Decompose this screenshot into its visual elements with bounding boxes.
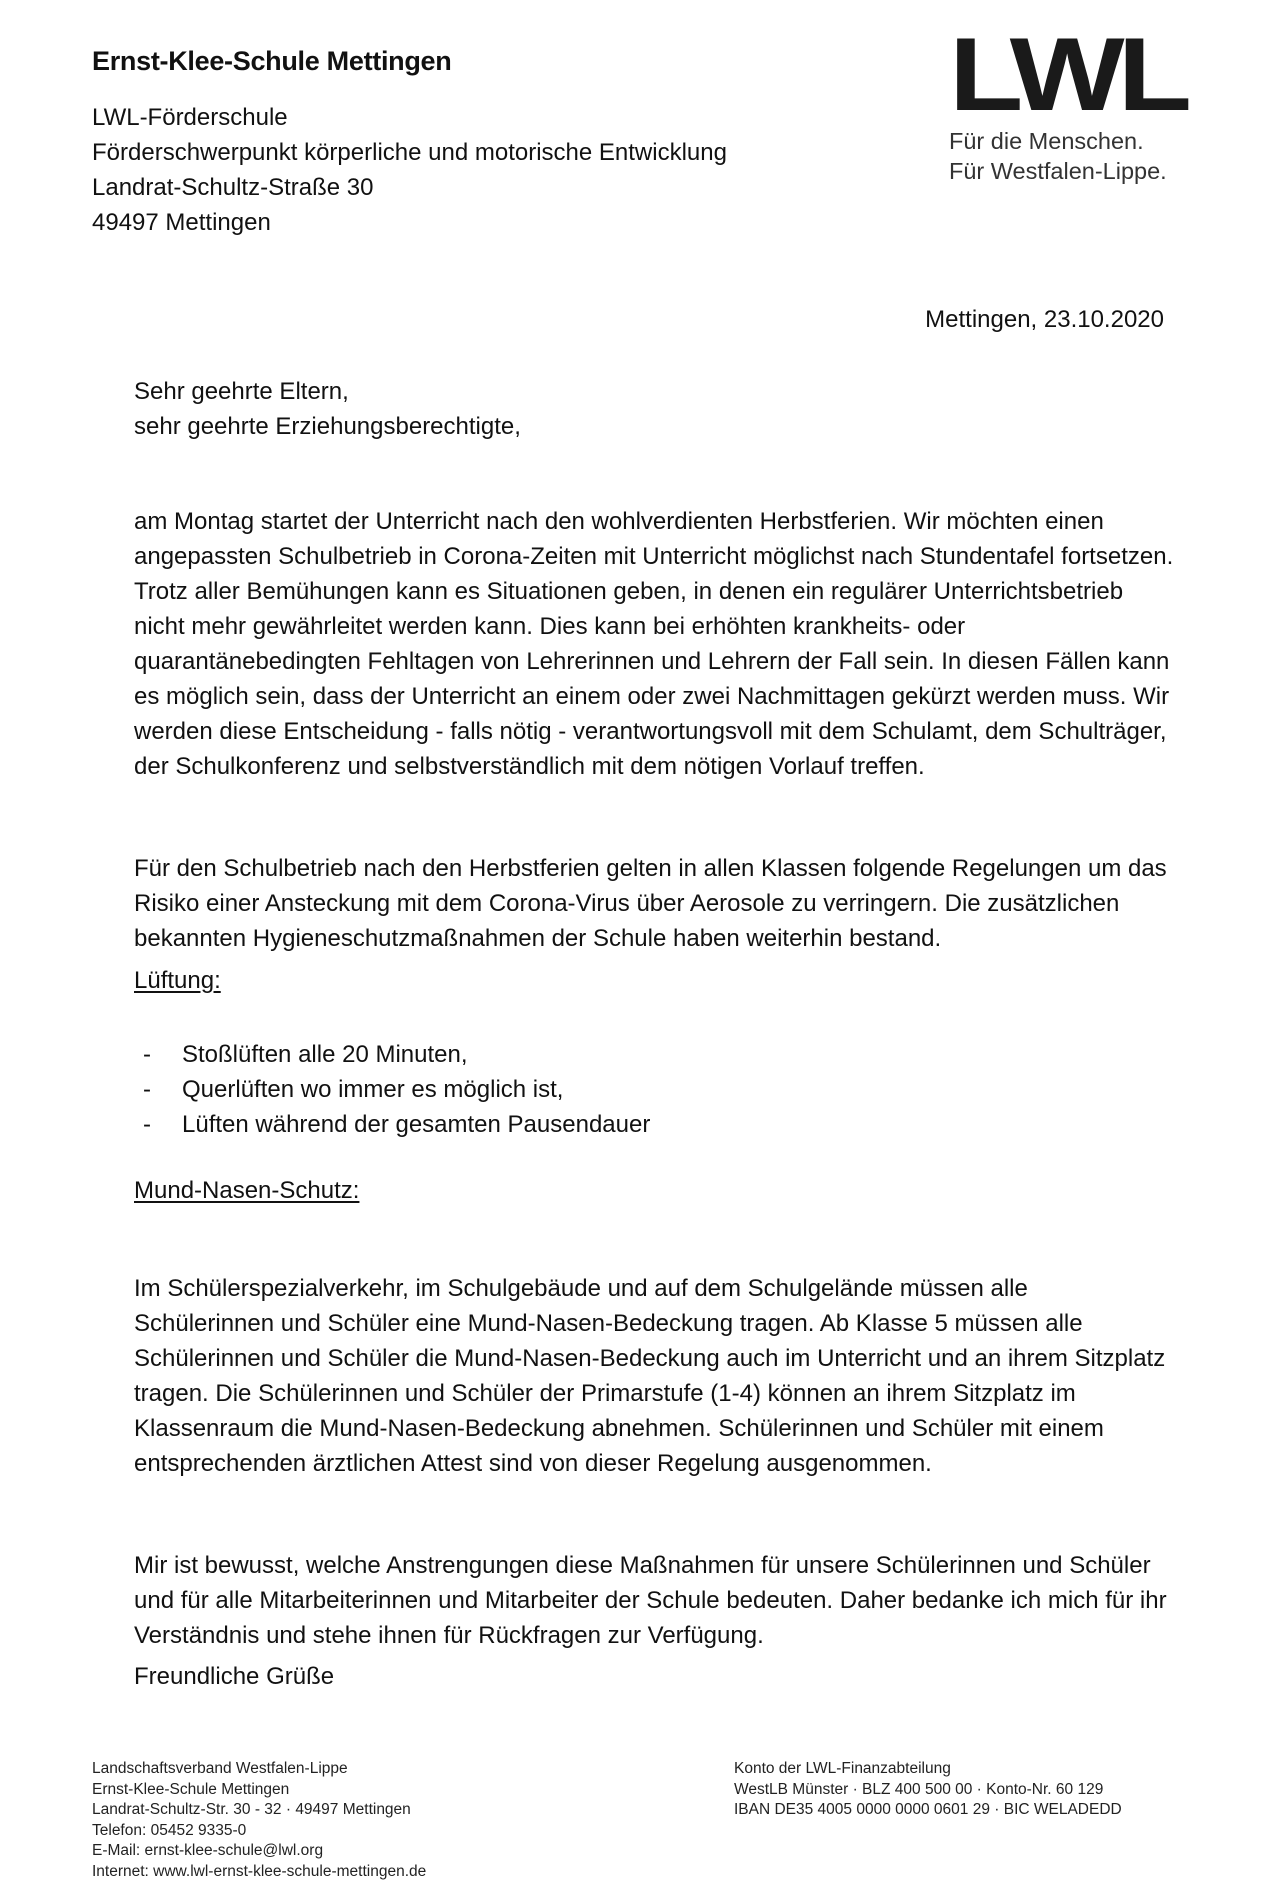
letter-date: Mettingen, 23.10.2020 bbox=[925, 306, 1164, 333]
section-heading-mund-nasen-schutz: Mund-Nasen-Schutz: bbox=[134, 1177, 360, 1204]
section-heading-lueftung: Lüftung: bbox=[134, 967, 221, 994]
footer-line: Internet: www.lwl-ernst-klee-schule-mettingen.de bbox=[92, 1862, 427, 1880]
logo-text: LWL bbox=[949, 32, 1189, 114]
footer-line: Telefon: 05452 9335-0 bbox=[92, 1821, 247, 1839]
footer-line: Landschaftsverband Westfalen-Lippe bbox=[92, 1760, 348, 1777]
list-item-text: Stoßlüften alle 20 Minuten, bbox=[182, 1041, 468, 1068]
body-paragraph-thanks: Mir ist bewusst, welche Anstrengungen diese Maßnahmen für unsere Schülerinnen und Schüler und für alle Mitarbeiterinnen und Mitarbeiter der Schule bedeuten. Daher bedanke ich mich für ihr Verständnis und stehe ihnen für Rückfragen zur Verfügung. bbox=[134, 1552, 1167, 1649]
bullet-dash: - bbox=[143, 1041, 151, 1068]
sender-line: Landrat-Schultz-Straße 30 bbox=[92, 174, 374, 201]
lwl-logo bbox=[949, 32, 1189, 114]
footer-line: E-Mail: ernst-klee-schule@lwl.org bbox=[92, 1842, 324, 1859]
logo-tagline bbox=[949, 126, 1167, 186]
sender-line: Förderschwerpunkt körperliche und motorische Entwicklung bbox=[92, 139, 727, 166]
salutation bbox=[134, 374, 1174, 444]
lueftung-list bbox=[134, 1037, 650, 1142]
footer-line: IBAN DE35 4005 0000 0000 0601 29 · BIC WELADEDD bbox=[734, 1801, 1122, 1818]
body-paragraph-rules: Für den Schulbetrieb nach den Herbstferien gelten in allen Klassen folgende Regelungen um das Risiko einer Ansteckung mit dem Corona-Virus über Aerosole zu verringern. Die zusätzlichen bekannten Hygieneschutzmaßnahmen der Schule haben weiterhin bestand. bbox=[134, 855, 1167, 952]
footer-address bbox=[92, 1759, 426, 1882]
sender-line: 49497 Mettingen bbox=[92, 209, 271, 236]
salutation-line-1: Sehr geehrte Eltern, bbox=[134, 378, 349, 405]
bullet-dash: - bbox=[143, 1076, 151, 1103]
footer-line: Konto der LWL-Finanzabteilung bbox=[734, 1760, 951, 1777]
tagline-line-2: Für Westfalen-Lippe. bbox=[949, 158, 1167, 184]
footer-line: Ernst-Klee-Schule Mettingen bbox=[92, 1780, 290, 1798]
body-paragraph-intro: am Montag startet der Unterricht nach den wohlverdienten Herbstferien. Wir möchten einen angepassten Schulbetrieb in Corona-Zeiten mit Unterricht möglichst nach Stundentafel fortsetzen. Trotz aller Bemühungen kann es Situationen geben, in denen ein regulärer Unterrichtsbetrieb nicht mehr gewährleitet werden kann. Dies kann bei erhöhten krankheits- oder quarantänebedingten Fehltagen von Lehrerinnen und Lehrern der Fall sein. In diesen Fällen kann es möglich sein, dass der Unterricht an einem oder zwei Nachmittagen gekürzt werden muss. Wir werden diese Entscheidung - falls nötig - verantwortungsvoll mit dem Schulamt, dem Schulträger, der Schulkonferenz und selbstverständlich mit dem nötigen Vorlauf treffen. bbox=[134, 508, 1174, 780]
sender-address bbox=[92, 100, 727, 240]
footer-line: WestLB Münster · BLZ 400 500 00 · Konto-Nr. 60 129 bbox=[734, 1780, 1104, 1798]
bullet-dash: - bbox=[143, 1111, 151, 1138]
tagline-line-1: Für die Menschen. bbox=[949, 128, 1144, 154]
list-item bbox=[134, 1107, 650, 1142]
salutation-line-2: sehr geehrte Erziehungsberechtigte, bbox=[134, 413, 521, 440]
closing: Freundliche Grüße bbox=[134, 1663, 335, 1690]
list-item-text: Lüften während der gesamten Pausendauer bbox=[182, 1111, 651, 1138]
lwl-logo-mark bbox=[949, 32, 1189, 114]
list-item bbox=[134, 1072, 650, 1107]
list-item-text: Querlüften wo immer es möglich ist, bbox=[182, 1076, 564, 1103]
body-paragraph-mask: Im Schülerspezialverkehr, im Schulgebäude und auf dem Schulgelände müssen alle Schülerinnen und Schüler eine Mund-Nasen-Bedeckung tragen. Ab Klasse 5 müssen alle Schülerinnen und Schüler die Mund-Nasen-Bedeckung auch im Unterricht und an ihrem Sitzplatz tragen. Die Schülerinnen und Schüler der Primarstufe (1-4) können an ihrem Sitzplatz im Klassenraum die Mund-Nasen-Bedeckung abnehmen. Schülerinnen und Schüler mit einem entsprechenden ärztlichen Attest sind von dieser Regelung ausgenommen. bbox=[134, 1275, 1166, 1477]
footer-line: Landrat-Schultz-Str. 30 - 32 · 49497 Mettingen bbox=[92, 1801, 411, 1818]
list-item bbox=[134, 1037, 650, 1072]
sender-name: Ernst-Klee-Schule Mettingen bbox=[92, 46, 452, 76]
sender-line: LWL-Förderschule bbox=[92, 104, 288, 131]
footer-bank bbox=[734, 1759, 1122, 1821]
